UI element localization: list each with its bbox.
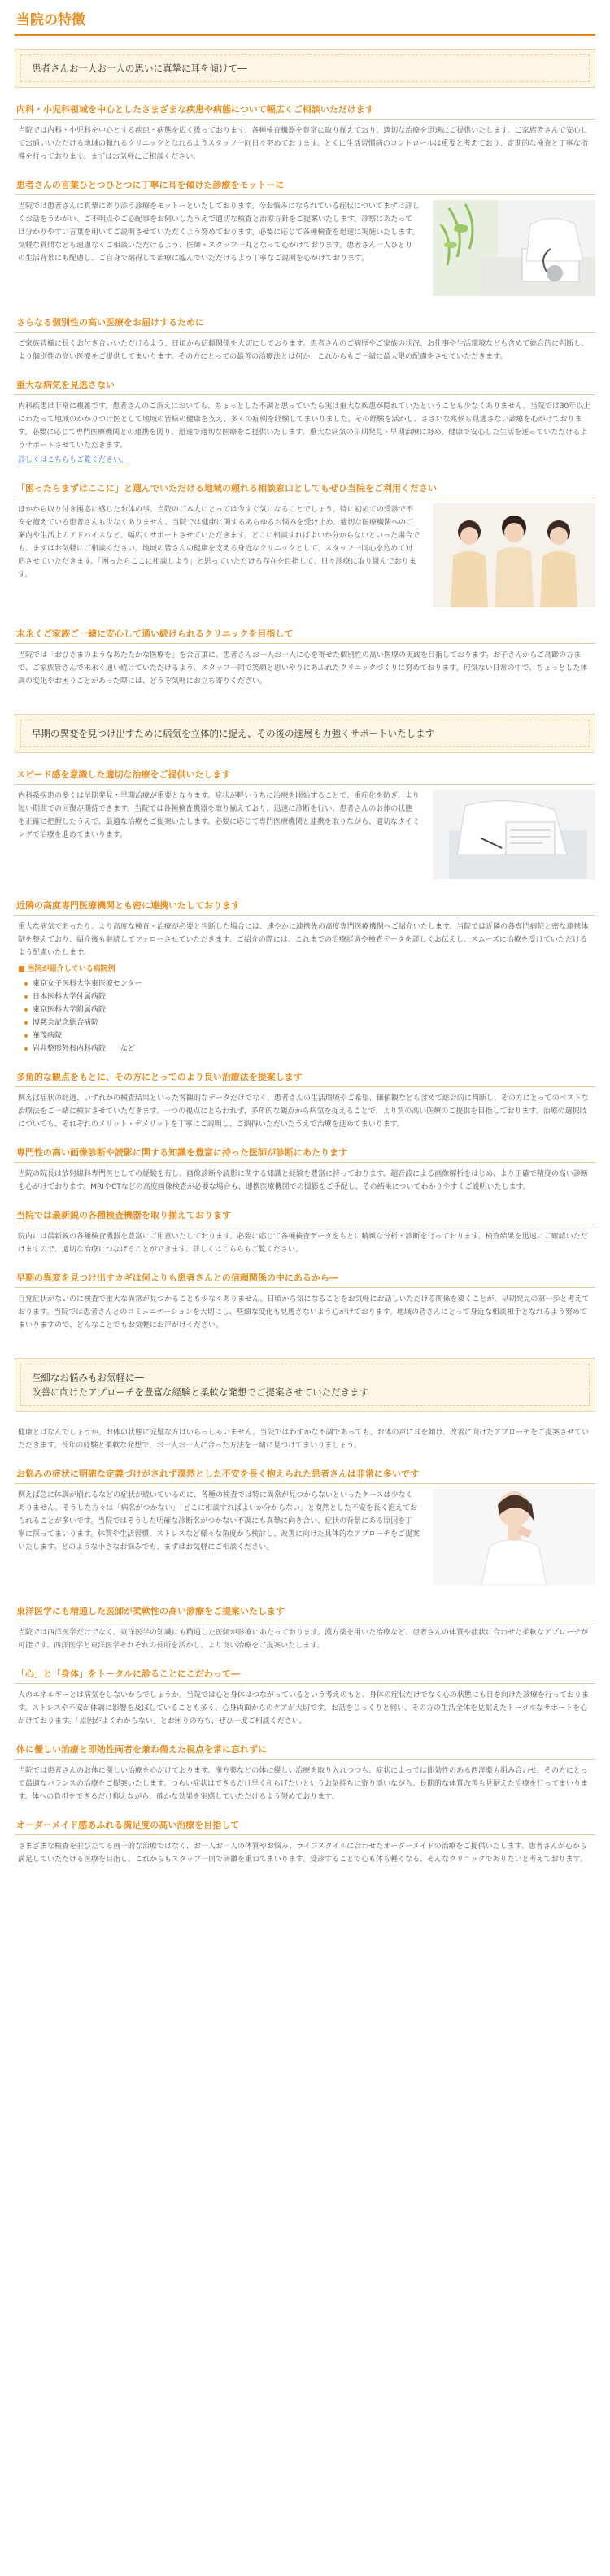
- section-speed: [15, 768, 595, 884]
- hospital-list: [15, 977, 595, 1055]
- section-heading: 内科・小児科領域を中心としたさまざまな疾患や病態について幅広くご相談いただけます: [15, 102, 595, 120]
- section-text: 当院では患者さんのお体に優しい治療を心がけております。漢方薬などの体に優しい治療を取り入れつつも、症状によっては即効性のある西洋薬も組み合わせ、その方にとって最適なバランスの治療をご提案いたします。つらい症状はできるだけ早く和らげたいというお気持ちに寄り添いながら、長期的な体質改善も見据えた治療を行ってまいります。体への負担をできるだけ抑えながら、確かな効果を実感していただけるよう努めております。: [18, 1767, 589, 1801]
- lead-box-2: [15, 714, 595, 753]
- section-heading: さらなる個別性の高い医療をお届けするために: [15, 315, 595, 333]
- details-link[interactable]: 詳しくはこちらもご覧ください。: [18, 456, 129, 464]
- section-text: 当院では内科・小児科を中心とする疾患・病態を広く扱っております。各種検査機器を豊富に取り揃えており、適切な治療を迅速にご提供いたします。ご家族皆さんで安心してお通いいただける地域の頼れるクリニックとなれるようスタッフ一同日々努めております。とくに生活習慣病のコントロールは重要と考えており、定期的な検査と丁寧な指導を行っております。まずはお気軽にご相談ください。: [18, 127, 588, 161]
- section-equipment: [15, 1208, 595, 1256]
- section-text: 内科疾患は非常に複雑です。患者さんのご訴えにおいても、ちょっとした不調と思っていたら実は重大な疾患が隠れていたということも少なくありません。当院では30年以上にわたって地域のかかりつけ医として地域の皆様の健康を支え、多くの症例を経験してまいりました。その経験を活かし、ささいな兆候も見逃さない診療を心がけております。必要に応じて専門医療機関との連携を図り、迅速で適切な医療をご提供いたします。重大な病気の早期発見・早期治療に努め、健康で安心した生活を送っていただけるようサポートさせていただきます。: [18, 402, 591, 450]
- list-item: 岩井整形外科内科病院 など: [33, 1042, 595, 1055]
- section-heading: 末永くご家族ご一緒に安心して通い続けられるクリニックを目指して: [15, 627, 595, 644]
- section-family-clinic: [15, 627, 595, 688]
- doctor-chart-image: [433, 790, 595, 884]
- section-heading: 専門性の高い画像診断や読影に関する知識を豊富に持った医師が診断にあたります: [15, 1146, 595, 1163]
- section-internal-medicine: [15, 102, 595, 163]
- section-heading: 体に優しい治療と即効性両者を兼ね備えた視点を常に忘れずに: [15, 1743, 595, 1760]
- section-trust: [15, 1271, 595, 1332]
- section-heading: 東洋医学にも精通した医師が柔軟性の高い診療をご提案いたします: [15, 1604, 595, 1621]
- section-heading: 患者さんの言葉ひとつひとつに丁寧に耳を傾けた診療をモットーに: [15, 178, 595, 195]
- section-heading: 「心」と「身体」をトータルに診ることにこだわって―: [15, 1667, 595, 1684]
- section-text: 内科系疾患の多くは早期発見・早期治療が重要となります。症状が軽いうちに治療を開始することで、重症化を防ぎ、より短い期間での回復が期待できます。当院では各種検査機器を取り揃えており、迅速に診断を行い、患者さんのお体の状態を正確に把握したうえで、最適な治療をご提案いたします。必要に応じて専門医療機関と連携を取りながら、適切なタイミングで治療を進めてまいります。: [18, 792, 420, 839]
- section-heading: 近隣の高度専門医療機関とも密に連携いたしております: [15, 899, 595, 916]
- section-text: 例えば急に体調が崩れるなどの症状が続いているのに、各種の検査では特に異常が見つからないといったケースは少なくありません。そうした方々は「病名がつかない」「どこに相談すればよいか分からない」と漠然とした不安を長く抱えておられることが多いです。当院ではそうした明確な診断名がつかない不調にも真摯に向き合い、症状の背景にある原因を丁寧に探ってまいります。体質や生活習慣、ストレスなど様々な角度から検討し、改善に向けた具体的なアプローチをご提案いたします。どのような小さなお悩みでも、まずはお気軽にご相談ください。: [18, 1491, 420, 1551]
- lead-box-3: [15, 1358, 595, 1412]
- section-text: 健康とはなんでしょうか。お体の状態に完璧な方はいらっしゃいません。当院ではわずかな不調であっても、お体の声に耳を傾け、改善に向けたアプローチをご提案させていただきます。長年の経験と柔軟な発想で、お一人お一人に合った方法を一緒に見つけてまいりましょう。: [18, 1429, 590, 1450]
- section-heading: オーダーメイド感あふれる満足度の高い治療を目指して: [15, 1818, 595, 1835]
- section-heading: 多角的な観点をもとに、その方にとってのより良い治療法を提案します: [15, 1070, 595, 1087]
- list-item: 華茂病院: [33, 1029, 595, 1042]
- list-item: 博慈会記念総合病院: [33, 1016, 595, 1029]
- nurses-image: [433, 503, 595, 612]
- list-item: 日本医科大学付属病院: [33, 990, 595, 1003]
- section-serious-disease: [15, 378, 595, 467]
- section-text: 当院では西洋医学だけでなく、東洋医学の知識にも精通した医師が診療にあたっております。漢方薬を用いた治療など、患者さんの体質や症状に合わせた柔軟なアプローチが可能です。西洋医学と東洋医学それぞれの長所を活かし、より良い治療をご提案いたします。: [18, 1629, 589, 1650]
- section-mind-body: [15, 1667, 595, 1728]
- section-text: 重大な病気であったり、より高度な検査・治療が必要と判断した場合には、速やかに連携先の高度専門医療機関へご紹介いたします。当院では近隣の各専門病院と密な連携体制を整えており、紹介後も継続してフォローさせていただきます。ご紹介の際には、これまでの治療経過や検査データを詳しくお伝えし、スムーズに治療を受けていただけるよう配慮いたします。: [18, 923, 589, 957]
- section-heading: 「困ったらまずはここに」と選んでいただける地域の頼れる相談窓口としてもぜひ当院をご利用ください: [15, 481, 595, 498]
- lead-text-3: 些細なお悩みもお気軽に― 改善に向けたアプローチを豊富な経験と柔軟な発想でご提案させていただきます: [32, 1372, 368, 1398]
- section-vague-symptoms: [15, 1467, 595, 1590]
- lead-text-1: 患者さんお一人お一人の思いに真摯に耳を傾けて―: [32, 63, 247, 74]
- doctor-desk-image: [433, 200, 595, 301]
- section-text: 院内には最新鋭の各種検査機器を豊富にご用意いたしております。必要に応じて各種検査データをもとに精緻な分析・診断を行っております。検査結果を迅速にご確認いただけますので、適切な治療につなげることができます。詳しくはこちらもご覧ください。: [18, 1233, 588, 1254]
- section-listening: [15, 178, 595, 301]
- section-multifaceted: [15, 1070, 595, 1131]
- section-text: ほかから取り付き困惑に感じたお体の事、当院のご本人にとっては今すぐ気になることでしょう。特に初めての受診で不安を抱えている患者さんも少なくありません。当院では健康に関するあらゆるお悩みを受け止め、適切な医療機関へのご案内や生活上のアドバイスなど、幅広くサポートさせていただきます。どこに相談すればよいか分からないといった場合でも、まずはお気軽にご相談ください。地域の皆さんの健康を支える身近なクリニックとして、スタッフ一同心を込めて対応させていただきます。「困ったらここに相談しよう」と思っていただける存在を目指して、日々診療に取り組んでおります。: [18, 506, 420, 579]
- page: [15, 0, 595, 1866]
- list-item: 東京女子医科大学東医療センター: [33, 977, 595, 990]
- section-heading: 早期の異変を見つけ出すカギは何よりも患者さんとの信頼関係の中にあるから―: [15, 1271, 595, 1288]
- section-heading: 重大な病気を見逃さない: [15, 378, 595, 395]
- section-text: 当院では「おひさまのようなあたたかな医療を」を合言葉に、患者さんお一人お一人に心を寄せた個別性の高い医療の実践を目指しております。お子さんからご高齢の方まで、ご家族皆さんで末永く通い続けていただけるよう、スタッフ一同で笑顔と思いやりにあふれたクリニックづくりに努めております。何気ない日常の中で、ちょっとした体調の変化やお困りごとがあった際には、どうぞ気軽にお立ち寄りください。: [18, 651, 588, 685]
- patient-neck-image: [433, 1489, 595, 1590]
- section-individualized: [15, 315, 595, 363]
- section-gentle-treatment: [15, 1743, 595, 1804]
- section-consultation: [15, 481, 595, 612]
- section-imaging: [15, 1146, 595, 1194]
- section-text: 自覚症状がないのに検査で重大な異常が見つかることも少なくありません。日頃から気になることをお気軽にお話しいただける関係を築くことが、早期発見の第一歩と考えております。当院では患者さんとのコミュニケーションを大切にし、些細な変化も見逃さないよう心がけております。地域の皆さんにとって身近な相談相手となれるよう努めてまいりますので、どんなことでもお気軽にお声がけください。: [18, 1295, 590, 1329]
- section-heading: お悩みの症状に明確な定義づけがされず漠然とした不安を長く抱えられた患者さんは非常に多いです: [15, 1467, 595, 1484]
- section-text: 人のエネルギーとは病気をしないからでしょうか。当院では心と身体はつながっているという考えのもと、身体の症状だけでなく心の状態にも目を向けた診療を行っております。ストレスや不安が体調に影響を及ぼしていることも多く、心身両面からのケアが大切です。お話をじっくりと伺い、その方の生活全体を見据えたトータルなサポートを心がけております。「原因がよくわからない」とお困りの方も、ぜひ一度ご相談ください。: [18, 1691, 589, 1725]
- lead-text-2: 早期の異変を見つけ出すために病気を立体的に捉え、その後の進展も力強くサポートいたします: [32, 728, 435, 739]
- section-text: さまざまな検査を並びたてる画一的な治療ではなく、お一人お一人の体質やお悩み、ライフスタイルに合わせたオーダーメイドの治療をご提供いたします。患者さんが心から満足していただける医療を目指し、これからもスタッフ一同で研鑽を重ねてまいります。受診することで心も体も軽くなる、そんなクリニックでありたいと考えております。: [18, 1843, 587, 1864]
- section-text: 当院の院長は放射線科専門医としての経験を有し、画像診断や読影に関する知識と経験を豊富に持っております。超音波による画像解析をはじめ、より正確で精度の高い診断を心がけております。MRIやCTなどの高度画像検査が必要な場合も、連携医療機関での撮影をご手配し、その結果についてわかりやすくご説明いたします。: [18, 1170, 588, 1191]
- section-eastern-medicine: [15, 1604, 595, 1652]
- page-title: 当院の特徴: [15, 11, 595, 36]
- lead-box-1: [15, 49, 595, 88]
- section-text: ご家族皆様に長くお付き合いいただけるよう、日頃から信頼関係を大切にしております。患者さんのご病歴やご家族の状況、お仕事や生活環境なども含めて総合的に判断し、より個別性の高い医療をご提供してまいります。その方にとっての最善の治療法とは何か、これからもご一緒に最大限の配慮をさせていただきます。: [18, 340, 589, 361]
- section-heading: スピード感を意識した適切な治療をご提供いたします: [15, 768, 595, 785]
- section-text: 当院では患者さんに真摯に寄り添う診療をモットーといたしております。今お悩みになられている症状についてまずは詳しくお話をうかがい、ご不明点やご心配事をお伺いしたうえで適切な検査と治療方針をご提案いたします。診察にあたっては分かりやすい言葉を用いてご説明させていただくよう努めております。必要に応じて各種検査を迅速に実施いたします。気軽な質問なども遠慮なくご相談いただけるよう、医師・スタッフ一丸となって心がけております。患者さん一人ひとりの生活背景にも配慮し、ご自身で納得して治療に臨んでいただけるよう丁寧なご説明を心がけております。: [18, 202, 420, 263]
- hospital-list-label: ■ 当院が紹介している病院例: [18, 965, 115, 973]
- section-intro: [15, 1426, 595, 1452]
- section-text: 例えば症状の経過、いずれかの検査結果といった客観的なデータだけでなく、患者さんの生活環境やご希望、価値観なども含めて総合的に判断し、その方にとってのベストな治療法をご一緒に検討させていただきます。一つの視点にとらわれず、多角的な観点から病気を捉えることで、より質の高い医療のご提供を目指しております。治療の選択肢についても、それぞれのメリット・デメリットを丁寧にご説明し、ご納得いただいたうえで治療を進めてまいります。: [18, 1094, 589, 1129]
- list-item: 東京医科大学附属病院: [33, 1003, 595, 1016]
- section-partner-hospitals: [15, 899, 595, 1055]
- section-heading: 当院では最新鋭の各種検査機器を取り揃えております: [15, 1208, 595, 1225]
- section-tailored: [15, 1818, 595, 1866]
